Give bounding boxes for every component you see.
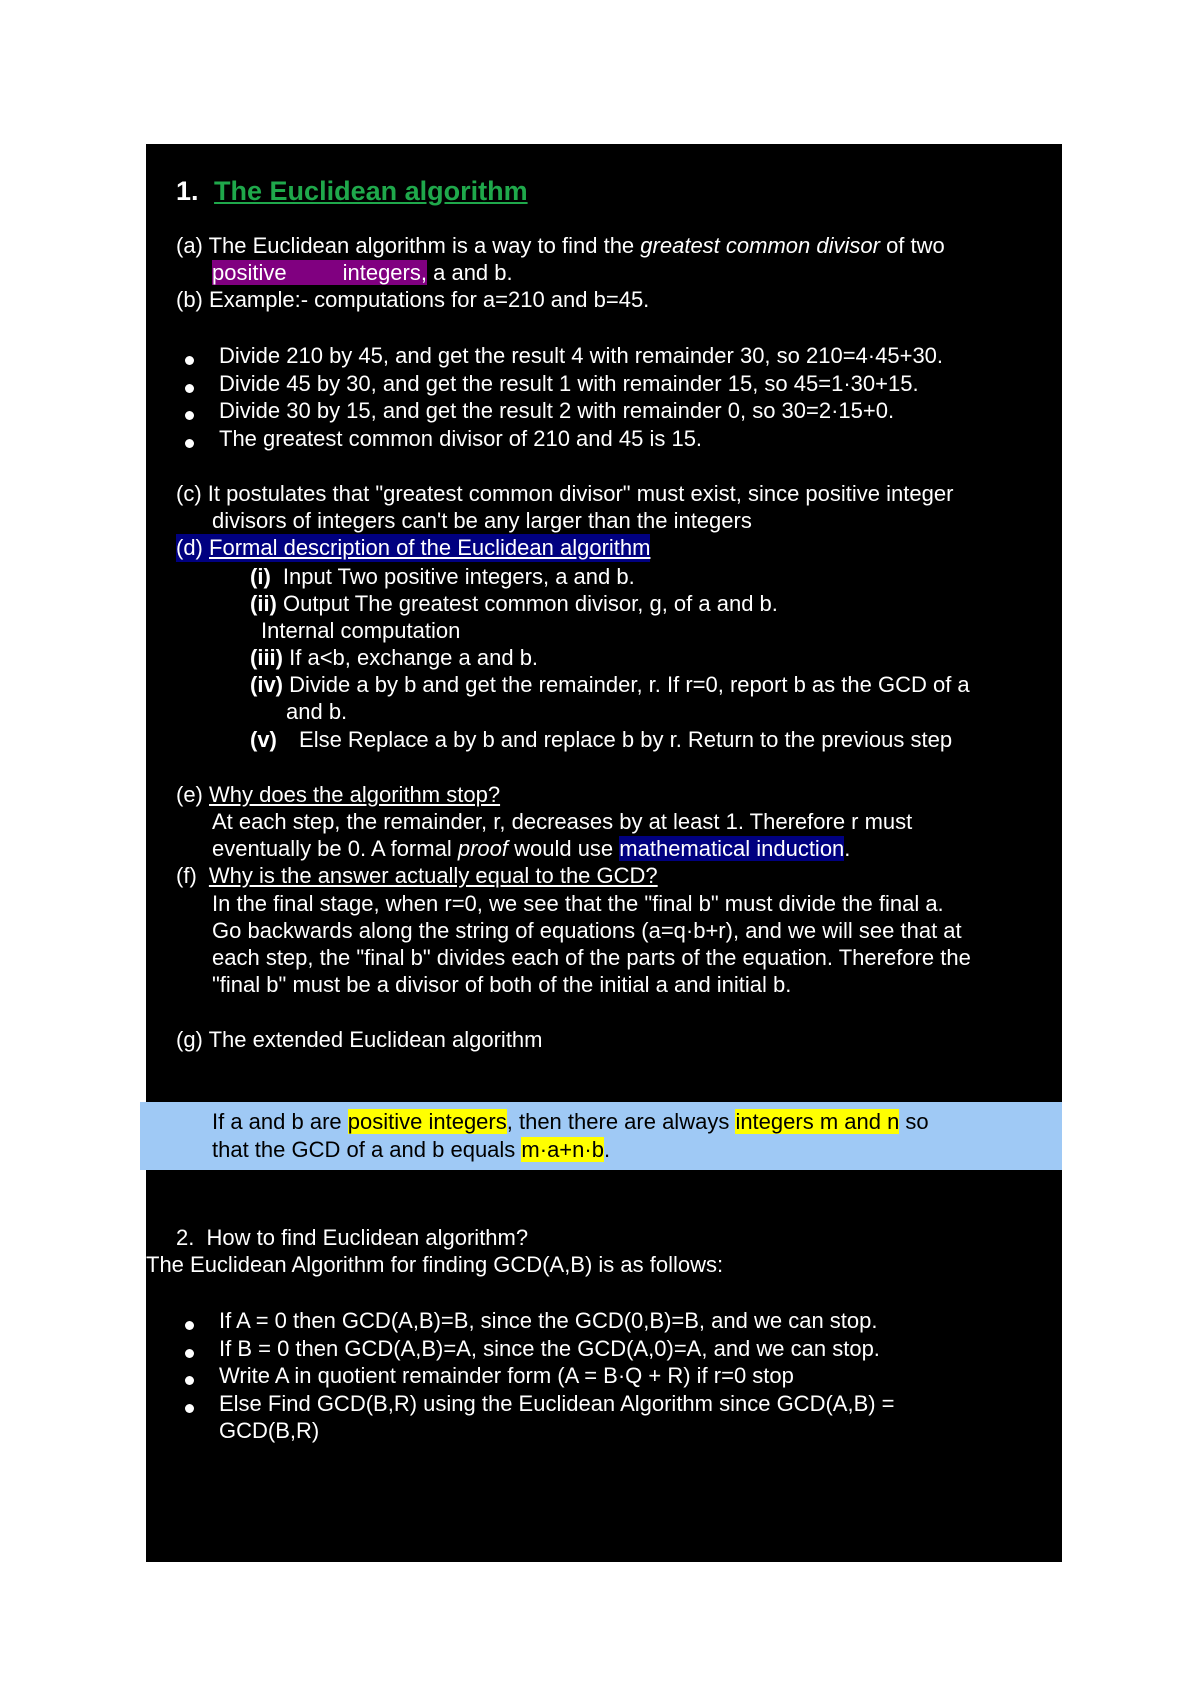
box-line2 bbox=[212, 1136, 610, 1164]
section-title-link[interactable]: The Euclidean algorithm bbox=[214, 176, 528, 206]
step-ii bbox=[250, 590, 778, 618]
text: The Euclidean algorithm is a way to find the bbox=[208, 233, 641, 258]
highlighted-term: mathematical induction bbox=[619, 836, 845, 861]
section-number: 2. bbox=[176, 1225, 195, 1250]
item-e-line1: At each step, the remainder, r, decreases by at least 1. Therefore r must bbox=[212, 809, 913, 834]
bullet-dot bbox=[185, 384, 194, 393]
list-item: Write A in quotient remainder form (A = B·Q + R) if r=0 stop bbox=[219, 1363, 794, 1388]
text: of two bbox=[879, 233, 945, 258]
list-item: If B = 0 then GCD(A,B)=A, since the GCD(A,0)=A, and we can stop. bbox=[219, 1336, 880, 1361]
step-text: Divide a by b and get the remainder, r. If r=0, report b as the GCD of a bbox=[289, 672, 970, 697]
step-label: (v) bbox=[250, 727, 277, 752]
list-item-continued: GCD(B,R) bbox=[219, 1418, 320, 1443]
step-iv bbox=[250, 671, 970, 699]
box-line1 bbox=[212, 1108, 929, 1136]
list-item: Divide 210 by 45, and get the result 4 with remainder 30, so 210=4·45+30. bbox=[219, 343, 944, 368]
item-f-line: Go backwards along the string of equations (a=q·b+r), and we will see that at bbox=[212, 918, 962, 943]
step-label: (i) bbox=[250, 564, 271, 589]
step-label: (iv) bbox=[250, 672, 283, 697]
formal-description-link[interactable]: Formal description of the Euclidean algorithm bbox=[209, 535, 651, 560]
step-iii bbox=[250, 644, 538, 672]
item-label: (e) bbox=[176, 782, 203, 807]
bullet-dot bbox=[185, 356, 194, 365]
item-label: (c) bbox=[176, 481, 202, 506]
internal-computation: Internal computation bbox=[261, 618, 461, 643]
highlight-text: , bbox=[420, 260, 427, 285]
section-title: How to find Euclidean algorithm? bbox=[206, 1225, 529, 1250]
section-2-intro: The Euclidean Algorithm for finding GCD(A,B) is as follows: bbox=[146, 1252, 724, 1277]
step-text: Input Two positive integers, a and b. bbox=[282, 564, 635, 589]
highlighted-term: positive integers bbox=[347, 1109, 507, 1134]
text: so bbox=[899, 1109, 929, 1134]
bullet-dot bbox=[185, 1376, 194, 1385]
why-stop-link[interactable]: Why does the algorithm stop? bbox=[209, 782, 501, 807]
highlight-text: integers bbox=[342, 260, 421, 285]
bullet-dot bbox=[185, 411, 194, 420]
text: It postulates that "greatest common divisor" must exist, since positive integer bbox=[207, 481, 954, 506]
item-label: (d) bbox=[176, 535, 203, 560]
step-text: If a<b, exchange a and b. bbox=[289, 645, 539, 670]
item-f-heading bbox=[176, 862, 658, 890]
bullet-dot bbox=[185, 439, 194, 448]
step-label: (ii) bbox=[250, 591, 277, 616]
item-e-heading bbox=[176, 781, 500, 809]
step-iv-continued: and b. bbox=[286, 699, 348, 724]
italic-term: greatest common divisor bbox=[640, 233, 880, 258]
text: a and b. bbox=[427, 260, 513, 285]
step-label: (iii) bbox=[250, 645, 283, 670]
text: . bbox=[603, 1137, 611, 1162]
item-a-line1 bbox=[176, 232, 945, 260]
text: Example:- computations for a=210 and b=45. bbox=[209, 287, 650, 312]
section-1-title bbox=[176, 174, 528, 208]
item-label: (g) bbox=[176, 1027, 203, 1052]
italic-term: proof bbox=[457, 836, 508, 861]
bullet-dot bbox=[185, 1404, 194, 1413]
section-number: 1. bbox=[176, 176, 199, 206]
list-item: Divide 45 by 30, and get the result 1 with remainder 15, so 45=1·30+15. bbox=[219, 371, 919, 396]
item-b bbox=[176, 286, 649, 314]
text: . bbox=[844, 836, 851, 861]
item-f-line: In the final stage, when r=0, we see that the "final b" must divide the final a. bbox=[212, 891, 944, 916]
item-f-line: each step, the "final b" divides each of the parts of the equation. Therefore the bbox=[212, 945, 971, 970]
why-gcd-link[interactable]: Why is the answer actually equal to the GCD? bbox=[208, 863, 658, 888]
list-item: The greatest common divisor of 210 and 45 is 15. bbox=[219, 426, 703, 451]
step-text: Output The greatest common divisor, g, of a and b. bbox=[283, 591, 778, 616]
step-text: Else Replace a by b and replace b by r. Return to the previous step bbox=[299, 727, 953, 752]
list-item: If A = 0 then GCD(A,B)=B, since the GCD(0,B)=B, and we can stop. bbox=[219, 1308, 878, 1333]
step-i bbox=[250, 563, 635, 591]
highlighted-term: integers m and n bbox=[735, 1109, 900, 1134]
list-item: Else Find GCD(B,R) using the Euclidean Algorithm since GCD(A,B) = bbox=[219, 1391, 895, 1416]
list-item: Divide 30 by 15, and get the result 2 with remainder 0, so 30=2·15+0. bbox=[219, 398, 895, 423]
text: The extended Euclidean algorithm bbox=[208, 1027, 543, 1052]
item-a-line2 bbox=[212, 259, 513, 287]
item-label: (b) bbox=[176, 287, 203, 312]
item-g bbox=[176, 1026, 543, 1054]
section-2-heading bbox=[176, 1224, 528, 1252]
item-d-heading bbox=[176, 534, 650, 562]
text: , then there are always bbox=[506, 1109, 736, 1134]
item-f-line: "final b" must be a divisor of both of the initial a and initial b. bbox=[212, 972, 792, 997]
highlighted-term bbox=[212, 260, 427, 285]
document-page bbox=[146, 144, 1062, 1562]
item-label: (a) bbox=[176, 233, 203, 258]
text: that the GCD of a and b equals bbox=[212, 1137, 522, 1162]
bullet-dot bbox=[185, 1349, 194, 1358]
item-e-line2 bbox=[212, 835, 850, 863]
item-c-line2: divisors of integers can't be any larger than the integers bbox=[212, 508, 752, 533]
bullet-dot bbox=[185, 1321, 194, 1330]
item-label: (f) bbox=[176, 863, 197, 888]
extended-euclid-box bbox=[140, 1102, 1062, 1170]
step-v bbox=[250, 726, 952, 754]
text: would use bbox=[507, 836, 620, 861]
item-c-line1 bbox=[176, 480, 953, 508]
text: If a and b are bbox=[212, 1109, 348, 1134]
highlight-text: positive bbox=[212, 260, 287, 285]
highlighted-term: m·a+n·b bbox=[521, 1137, 604, 1162]
text: eventually be 0. A formal bbox=[212, 836, 458, 861]
